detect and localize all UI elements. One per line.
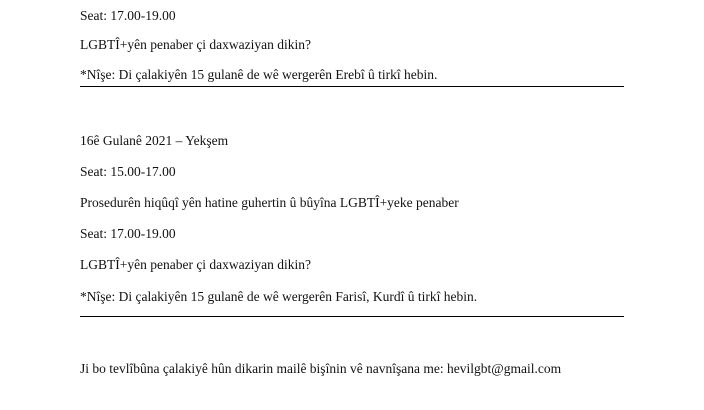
session-title: Prosedurên hiqûqî yên hatine guhertin û bûyîna LGBTÎ+yeke penaber (80, 195, 459, 210)
event-date: 16ê Gulanê 2021 – Yekşem (80, 133, 229, 148)
translation-note: *Nîşe: Di çalakiyên 15 gulanê de wê wergerên Farisî, Kurdî û tirkî hebin. (80, 289, 478, 304)
session-time: Seat: 17.00-19.00 (80, 226, 176, 241)
section-divider (80, 316, 624, 317)
contact-text: Ji bo tevlîbûna çalakiyê hûn dikarin mailê bişînin vê navnîşana me: hevilgbt@gmail.com (80, 361, 562, 376)
session-question: LGBTÎ+yên penaber çi daxwaziyan dikin? (80, 257, 312, 272)
session-time: Seat: 15.00-17.00 (80, 164, 176, 179)
translation-note: *Nîşe: Di çalakiyên 15 gulanê de wê wergerên Erebî û tirkî hebin. (80, 67, 438, 82)
session-time: Seat: 17.00-19.00 (80, 8, 176, 23)
section-divider (80, 86, 624, 87)
session-question: LGBTÎ+yên penaber çi daxwaziyan dikin? (80, 37, 312, 52)
